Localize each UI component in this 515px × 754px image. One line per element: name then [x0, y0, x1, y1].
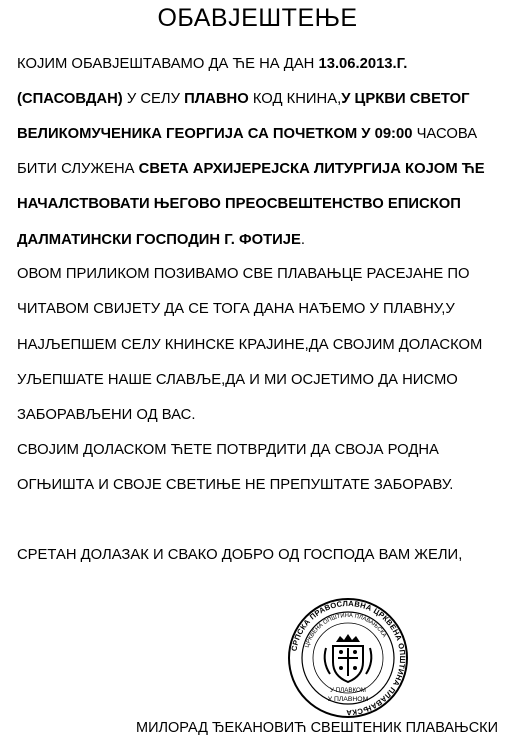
village-text: ПЛАВНО [184, 91, 249, 107]
seal-inner-text: ЦРКВЕНА ОПШТИНА ПЛАВАЊСКА [304, 612, 388, 649]
church-name-text: ВЕЛИКОМУЧЕНИКА ГЕОРГИЈА СА ПОЧЕТКОМ У 09:00 [17, 126, 413, 142]
text-line: СВОЈИМ ДОЛАСКОМ ЋЕТЕ ПОТВРДИТИ ДА СВОЈА РОДНА [17, 442, 439, 458]
bishop-name-text: ДАЛМАТИНСКИ ГОСПОДИН Г. ФОТИЈЕ [17, 232, 301, 248]
text-line: НАЈЉЕПШЕМ СЕЛУ КНИНСКЕ КРАЈИНЕ,ДА СВОЈИМ ДОЛАСКОМ [17, 337, 483, 353]
coat-of-arms-icon [325, 634, 372, 682]
seal-outer-text: СРПСКА ПРАВОСЛАВНА ЦРКВЕНА ОПШТИНА ПЛАВАЊСКА [289, 598, 408, 718]
text-line: ОГЊИШТА И СВОЈЕ СВЕТИЊЕ НЕ ПРЕПУШТАТЕ ЗАБОРАВУ. [17, 477, 454, 493]
church-text: У ЦРКВИ СВЕТОГ [341, 91, 470, 107]
text-span: КОЈИМ ОБАВЈЕШТАВАМО ДА ЋЕ НА ДАН [17, 56, 319, 72]
document-title: ОБАВЈЕШТЕЊЕ [157, 4, 358, 32]
text-span: КОД КНИНА, [248, 91, 342, 107]
text-line: ОВОМ ПРИЛИКОМ ПОЗИВАМО СВЕ ПЛАВАЊЦЕ РАСЕЈАНЕ ПО [17, 266, 470, 282]
text-line [17, 56, 507, 72]
text-line [17, 91, 507, 107]
liturgy-text: СВЕТА АРХИЈЕРЕЈСКА ЛИТУРГИЈА КОЈОМ ЋЕ [138, 161, 485, 177]
church-seal-stamp [286, 596, 410, 720]
text-line [17, 232, 507, 248]
seal-place-line1: У ПЛАВКОМ [330, 687, 366, 694]
text-line [17, 196, 507, 212]
date-text: 13.06.2013.Г. [318, 56, 408, 72]
text-line: ЗАБОРАВЉЕНИ ОД ВАС. [17, 407, 196, 423]
text-span: ЧАСОВА [412, 126, 478, 142]
signature-text: МИЛОРАД ЂЕКАНОВИЋ СВЕШТЕНИК ПЛАВАЊСКИ [136, 720, 499, 736]
text-span: БИТИ СЛУЖЕНА [17, 161, 139, 177]
closing-text: СРЕТАН ДОЛАЗАК И СВАКО ДОБРО ОД ГОСПОДА ВАМ ЖЕЛИ, [17, 547, 463, 563]
text-line: ЧИТАВОМ СВИЈЕТУ ДА СЕ ТОГА ДАНА НАЂЕМО У ПЛАВНУ,У [17, 301, 455, 317]
text-span: У СЕЛУ [122, 91, 185, 107]
text-line [17, 161, 507, 177]
feast-text: (СПАСОВДАН) [17, 91, 123, 107]
text-line [17, 126, 507, 142]
seal-place-line2: У ПЛАВНОМ [327, 696, 369, 703]
text-span: . [300, 232, 305, 248]
text-line: УЉЕПШАТЕ НАШЕ СЛАВЉЕ,ДА И МИ ОСЈЕТИМО ДА НИСМО [17, 372, 458, 388]
bishop-text: НАЧАЛСТВОВАТИ ЊЕГОВО ПРЕОСВЕШТЕНСТВО ЕПИСКОП [17, 196, 461, 212]
